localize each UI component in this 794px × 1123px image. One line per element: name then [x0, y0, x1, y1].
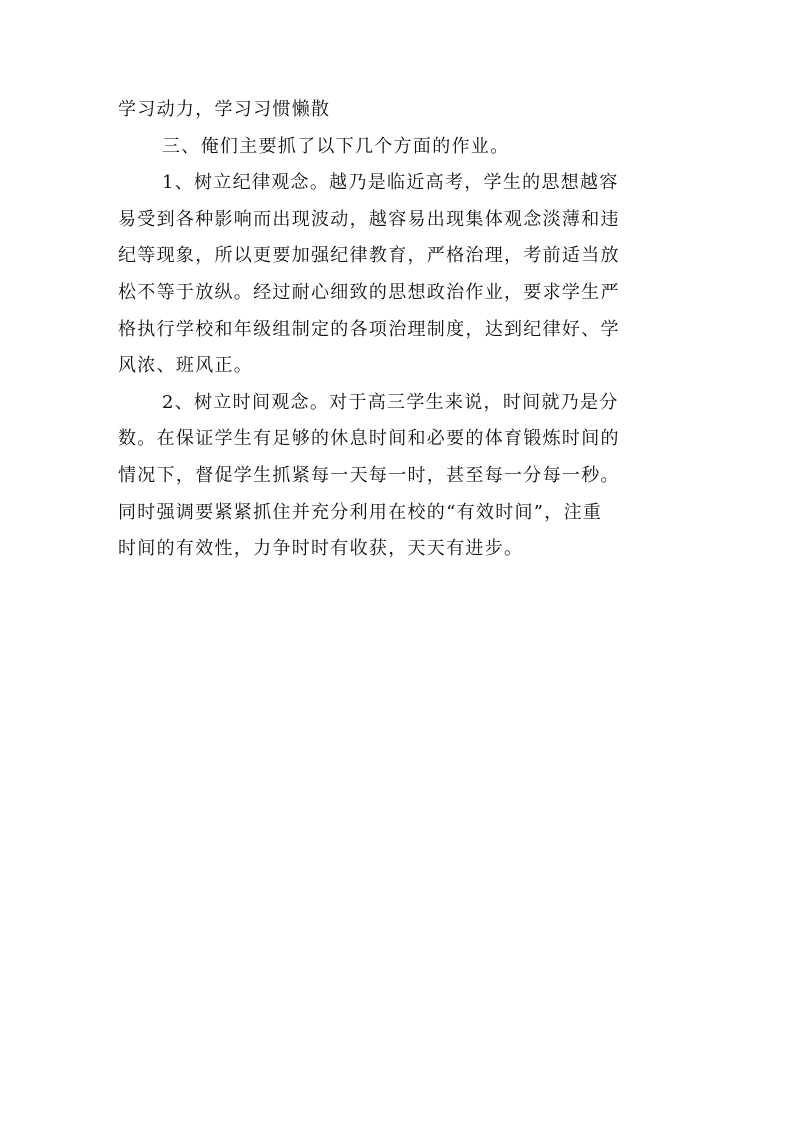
- text-line: 学习动力，学习习惯懒散: [118, 99, 331, 120]
- text-line: 纪等现象，所以更要加强纪律教育，严格治理，考前适当放: [118, 245, 620, 267]
- text-line: 数。在保证学生有足够的休息时间和必要的体育锻炼时间的: [118, 428, 620, 450]
- text-line: 情况下，督促学生抓紧每一天每一时，甚至每一分每一秒。: [118, 464, 620, 486]
- text-line: 格执行学校和年级组制定的各项治理制度，达到纪律好、学: [118, 318, 620, 340]
- text-line: 时间的有效性，力争时时有收获，天天有进步。: [118, 538, 524, 560]
- text-line: 松不等于放纵。经过耐心细致的思想政治作业，要求学生严: [118, 281, 620, 303]
- document-body: [118, 92, 682, 568]
- text-line: 2、树立时间观念。对于高三学生来说，时间就乃是分: [162, 391, 619, 413]
- text-line: 风浓、班风正。: [118, 355, 254, 377]
- text-line: 1、树立纪律观念。越乃是临近高考，学生的思想越容: [162, 172, 619, 194]
- text-line: 易受到各种影响而出现波动，越容易出现集体观念淡薄和违: [118, 208, 620, 230]
- text-line: 同时强调要紧紧抓住并充分利用在校的“有效时间”，注重: [118, 501, 603, 523]
- text-line: 三、俺们主要抓了以下几个方面的作业。: [162, 135, 510, 157]
